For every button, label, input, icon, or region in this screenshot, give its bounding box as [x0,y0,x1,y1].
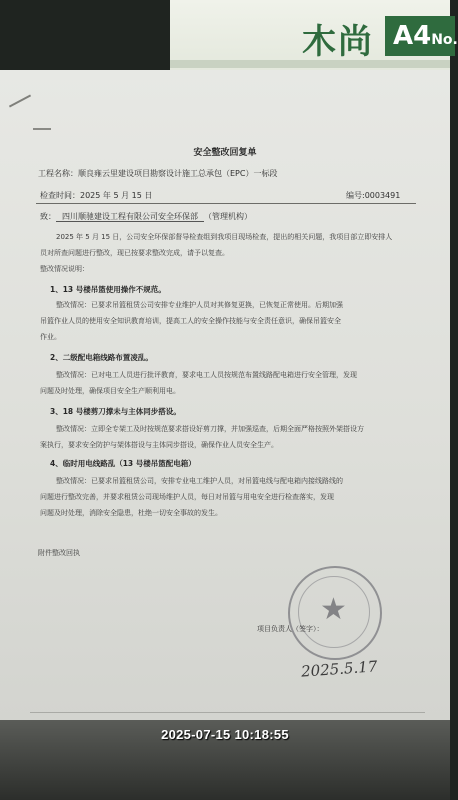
company-seal [288,566,382,660]
ream-brand: 木尚 [302,22,374,62]
item-2-text-1: 整改情况：已对电工人员进行批评教育，要求电工人员按规范布置线路配电箱进行安全管理，发现 [56,371,357,379]
item-2-text-2: 问题及时处理，确保项目安全生产顺利用电。 [40,387,180,395]
item-4-text-1: 整改情况：已要求吊篮租赁公司，安排专业电工维护人员，对吊篮电线与配电箱内接线路线的 [56,477,343,485]
item-1-text-1: 整改情况：已要求吊篮租赁公司安排专业维护人员对其修复更换，已恢复正常使用。后期加强 [56,301,343,309]
item-1-text-2: 吊篮作业人员的使用安全知识教育培训，提高工人的安全操作技能与安全责任意识，确保吊篮安全 [40,317,341,325]
attachment-note: 附件整改回执 [38,549,80,557]
item-3-text-1: 整改情况：立即全专架工及时按规范要求搭设好剪刀撑，并加强巡查，后期全面严格按照外架搭设方 [56,425,364,433]
recipient-org: 四川顺驰建设工程有限公司安全环保部 [56,212,204,222]
paper-edge [30,712,425,713]
handwritten-date: 2025.5.17 [300,657,378,681]
item-2-heading: 2、二级配电箱线路布置凌乱。 [50,353,153,362]
intro-line-3: 整改情况说明： [40,265,89,273]
pen-mark-2 [33,128,51,130]
item-3-text-2: 案执行，要求安全防护与架体搭设与主体同步搭设，确保作业人员安全生产。 [40,441,278,449]
document-title: 安全整改回复单 [193,148,257,158]
recipient-line [40,211,252,222]
photo-timestamp: 2025-07-15 10:18:55 [161,727,289,742]
intro-line-2: 员对所查问题进行整改，现已按要求整改完成，请予以复查。 [40,249,229,257]
item-1-heading: 1、13 号楼吊篮使用操作不规范。 [50,285,166,294]
intro-line-1: 2025 年 5 月 15 日，公司安全环保部督导检查组到我项目现场检查，提出的相关问题，我项目部立即安排人 [56,233,393,241]
ream-badge [385,16,458,56]
ream-badge-size: A4 [393,21,432,51]
ream-badge-suffix: No. [431,32,458,48]
item-4-text-2: 问题进行整改完善，并要求租赁公司现场维护人员，每日对吊篮与用电安全进行检查落实，发现 [40,493,334,501]
item-1-text-3: 作业。 [40,333,61,341]
item-4-heading: 4、临时用电线路乱（13 号楼吊篮配电箱） [50,459,196,468]
project-name: 工程名称：顺良雍云里建设项目勘察设计施工总承包（EPC）一标段 [38,169,278,178]
signature-label: 项目负责人（签字）： [257,625,324,633]
header-rule [36,203,416,204]
inspection-date: 检查时间：2025 年 5 月 15 日 [40,191,153,200]
document-number: 编号:0003491 [346,191,401,200]
seal-star-icon: ★ [320,592,347,627]
item-3-heading: 3、18 号楼剪刀撑未与主体同步搭设。 [50,407,181,416]
recipient-suffix: （管理机构） [204,212,252,221]
item-4-text-3: 问题及时处理，消除安全隐患，杜绝一切安全事故的发生。 [40,509,222,517]
recipient-prefix: 致： [40,212,56,221]
